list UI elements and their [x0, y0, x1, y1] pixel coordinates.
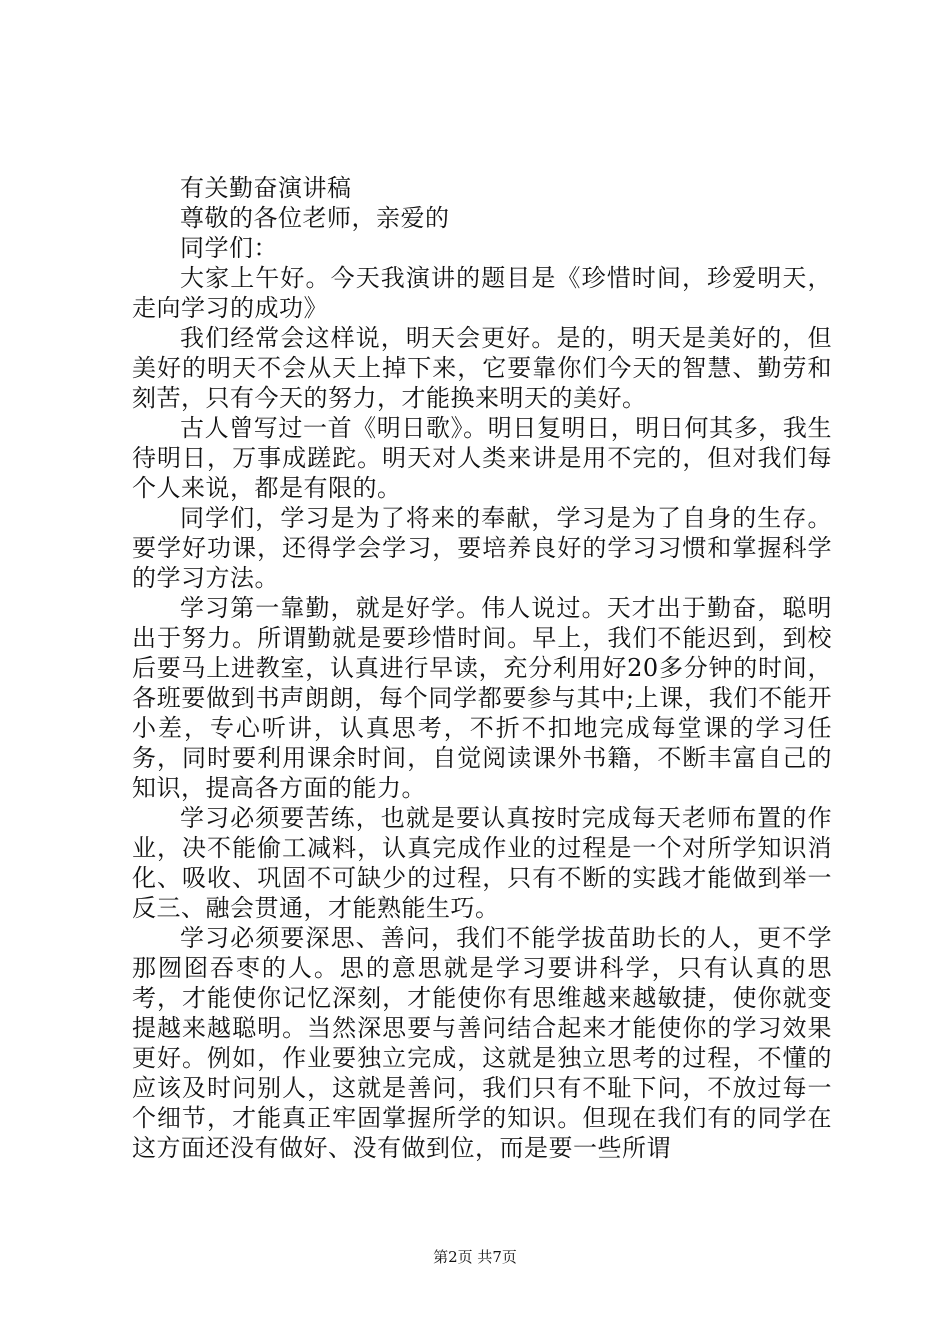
page-footer: 第2页 共7页 — [433, 1248, 517, 1266]
paragraph: 同学们，学习是为了将来的奉献，学习是为了自身的生存。要学好功课，还得学会学习，要培养良好的学习习惯和掌握科学的学习方法。 — [132, 504, 832, 592]
paragraph: 学习第一靠勤，就是好学。伟人说过。天才出于勤奋，聪明出于努力。所谓勤就是要珍惜时间。早上，我们不能迟到，到校后要马上进教室，认真进行早读，充分利用好20多分钟的时间，各班要做到书声朗朗，每个同学都要参与其中;上课，我们不能开小差，专心听讲，认真思考，不折不扣地完成每堂课的学习任务，同时要利用课余时间，自觉阅读课外书籍，不断丰富自己的知识，提高各方面的能力。 — [132, 594, 832, 802]
paragraph: 古人曾写过一首《明日歌》。明日复明日，明日何其多，我生待明日，万事成蹉跎。明天对人类来讲是用不完的，但对我们每个人来说，都是有限的。 — [132, 414, 832, 502]
paragraph: 我们经常会这样说，明天会更好。是的，明天是美好的，但美好的明天不会从天上掉下来，它要靠你们今天的智慧、勤劳和刻苦，只有今天的努力，才能换来明天的美好。 — [132, 324, 832, 412]
document-body — [132, 173, 832, 1163]
paragraph: 学习必须要苦练，也就是要认真按时完成每天老师布置的作业，决不能偷工减料，认真完成作业的过程是一个对所学知识消化、吸收、巩固不可缺少的过程，只有不断的实践才能做到举一反三、融会贯通，才能熟能生巧。 — [132, 804, 832, 922]
paragraph: 大家上午好。今天我演讲的题目是《珍惜时间，珍爱明天，走向学习的成功》 — [132, 264, 832, 322]
salutation-line-1: 尊敬的各位老师，亲爱的 — [180, 204, 450, 232]
document-title: 有关勤奋演讲稿 — [180, 174, 352, 202]
salutation-line-2: 同学们： — [180, 234, 278, 262]
paragraph: 学习必须要深思、善问，我们不能学拔苗助长的人，更不学那囫囵吞枣的人。思的意思就是学习要讲科学，只有认真的思考，才能使你记忆深刻，才能使你有思维越来越敏捷，使你就变提越来越聪明。当然深思要与善问结合起来才能使你的学习效果更好。例如，作业要独立完成，这就是独立思考的过程，不懂的应该及时问别人，这就是善问，我们只有不耻下问，不放过每一个细节，才能真正牢固掌握所学的知识。但现在我们有的同学在这方面还没有做好、没有做到位，而是要一些所谓 — [132, 924, 832, 1162]
